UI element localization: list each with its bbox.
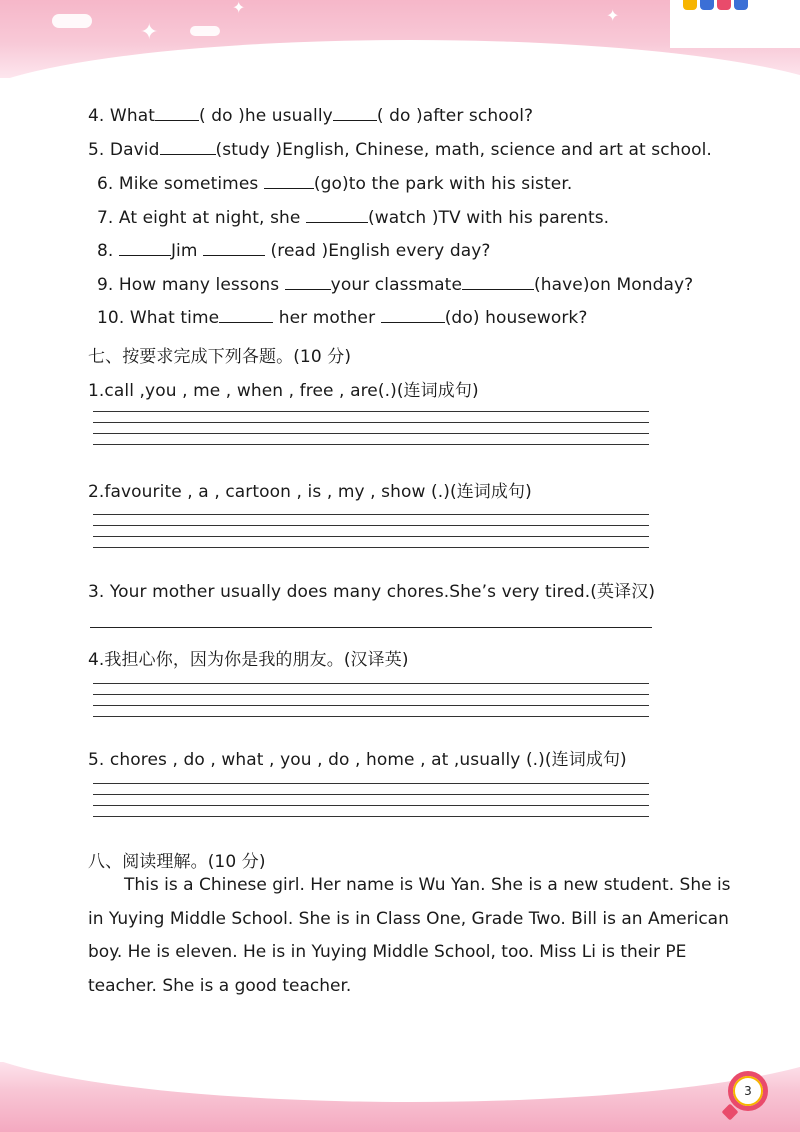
cloud-decoration bbox=[52, 14, 92, 28]
answer-line[interactable] bbox=[93, 783, 649, 784]
question-10: 10. What time her mother (do) housework? bbox=[97, 308, 588, 328]
blank[interactable] bbox=[119, 241, 171, 256]
blank[interactable] bbox=[219, 308, 273, 323]
page-number: 3 bbox=[728, 1071, 768, 1111]
answer-line[interactable] bbox=[93, 547, 649, 548]
blank[interactable] bbox=[285, 275, 331, 290]
answer-line[interactable] bbox=[93, 716, 649, 717]
sparkle-icon: ✦ bbox=[232, 0, 246, 17]
answer-line[interactable] bbox=[93, 444, 649, 445]
answer-line[interactable] bbox=[93, 536, 649, 537]
section7-heading: 七、按要求完成下列各题。(10 分) bbox=[88, 347, 352, 367]
answer-line[interactable] bbox=[93, 433, 649, 434]
answer-line[interactable] bbox=[93, 422, 649, 423]
blank[interactable] bbox=[333, 106, 377, 121]
answer-line[interactable] bbox=[93, 514, 649, 515]
page-number-ring bbox=[733, 1076, 763, 1106]
blank[interactable] bbox=[462, 275, 534, 290]
blank[interactable] bbox=[160, 140, 216, 155]
cloud-decoration bbox=[190, 26, 220, 36]
reading-passage: This is a Chinese girl. Her name is Wu Yan. She is a new student. She is in Yuying Middle School. She is in Class One, Grade Two. Bill is an American boy. He is eleven. He is in Yuying Middle School, too. Miss Li is their PE teacher. She is a good teacher. bbox=[88, 875, 731, 996]
answer-line[interactable] bbox=[93, 816, 649, 817]
blank[interactable] bbox=[306, 208, 368, 223]
sparkle-icon: ✦ bbox=[606, 6, 620, 25]
blank[interactable] bbox=[264, 174, 314, 189]
blank[interactable] bbox=[203, 241, 265, 256]
answer-line[interactable] bbox=[93, 705, 649, 706]
answer-line[interactable] bbox=[93, 525, 649, 526]
task-2: 2.favourite , a , cartoon , is , my , show (.)(连词成句) bbox=[88, 482, 532, 502]
question-6: 6. Mike sometimes (go)to the park with his sister. bbox=[97, 174, 573, 194]
answer-line[interactable] bbox=[93, 805, 649, 806]
sparkle-icon: ✦ bbox=[140, 20, 159, 45]
task-3: 3. Your mother usually does many chores.She’s very tired.(英译汉) bbox=[88, 582, 656, 602]
task-5: 5. chores , do , what , you , do , home , at ,usually (.)(连词成句) bbox=[88, 750, 627, 770]
question-8: 8. Jim (read )English every day? bbox=[97, 241, 491, 261]
question-7: 7. At eight at night, she (watch )TV with his parents. bbox=[97, 208, 610, 228]
answer-line[interactable] bbox=[90, 627, 652, 628]
blank[interactable] bbox=[155, 106, 199, 121]
task-4: 4.我担心你，因为你是我的朋友。(汉译英) bbox=[88, 650, 409, 670]
question-9: 9. How many lessons your classmate (have)on Monday? bbox=[97, 275, 694, 295]
answer-line[interactable] bbox=[93, 683, 649, 684]
answer-line[interactable] bbox=[93, 794, 649, 795]
blank[interactable] bbox=[381, 308, 445, 323]
answer-line[interactable] bbox=[93, 694, 649, 695]
task-1: 1.call ,you , me , when , free , are(.)(连词成句) bbox=[88, 381, 479, 401]
question-4: 4. What ( do )he usually ( do )after school? bbox=[88, 106, 534, 126]
logo-icon bbox=[683, 0, 748, 10]
section8-heading: 八、阅读理解。(10 分) bbox=[88, 852, 266, 872]
question-5: 5. David (study )English, Chinese, math, science and art at school. bbox=[88, 140, 712, 160]
answer-line[interactable] bbox=[93, 411, 649, 412]
